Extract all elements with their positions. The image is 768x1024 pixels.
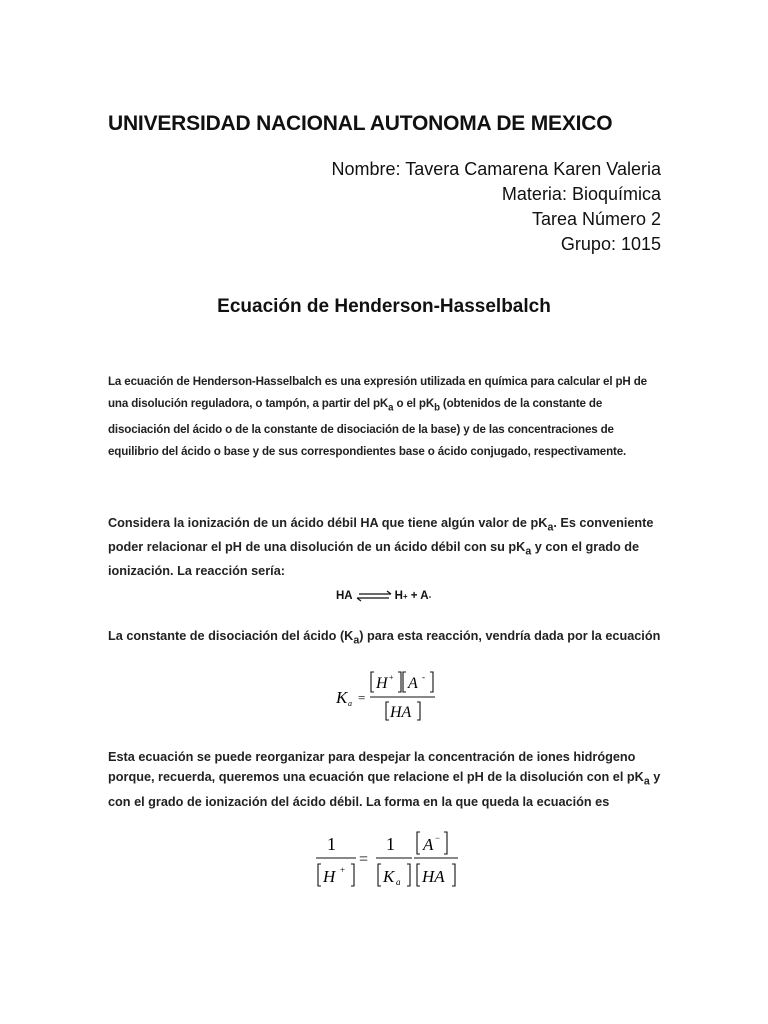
group: Grupo: 1015 [560, 234, 661, 254]
reciprocal-equation [310, 826, 470, 896]
eq2-minus: − [435, 833, 441, 843]
assignment-number: Tarea Número 2 [531, 209, 661, 229]
ka-sub-a: a [353, 634, 360, 647]
eq2-one-right: 1 [386, 834, 395, 854]
ionization-text-c: y con el grado de ionización. La reacción sería: [108, 540, 640, 579]
intro-sub-a: a [388, 402, 394, 414]
eq1-k: K [336, 688, 348, 707]
ionization-paragraph [108, 514, 668, 582]
eq2-one-left: 1 [327, 834, 336, 854]
intro-lead: La ecuación de Henderson-Hasselbalch [108, 375, 322, 388]
eq1-equals: = [358, 690, 366, 705]
ka-paragraph [108, 626, 683, 651]
ionization-text-a: Considera la ionización de un ácido débil HA que tiene algún valor de pK [108, 516, 548, 530]
ionization-sub-a: a [547, 521, 554, 534]
ka-text-a: La constante de disociación del ácido (K [108, 629, 354, 643]
reaction-proton: H [394, 590, 403, 602]
university-heading: UNIVERSIDAD NACIONAL AUTONOMA DE MEXICO [108, 112, 613, 135]
eq2-k-sub: a [396, 877, 401, 887]
reaction-base-charge: - [428, 591, 432, 601]
eq2-ha: HA [422, 867, 445, 886]
rearrange-sub-a: a [643, 775, 650, 788]
eq1-minus: - [422, 672, 425, 682]
intro-paragraph [108, 371, 663, 463]
ka-text-b: ) para esta reacción, vendría dada por la ecuación [359, 629, 661, 643]
eq2-h: H [323, 867, 336, 886]
reaction-equation [336, 590, 431, 602]
intro-sub-b: b [434, 402, 440, 414]
reaction-conjugate-base: + A [407, 590, 429, 602]
ionization-sub-b: a [525, 545, 532, 558]
ionization-text-b: . Es conveniente poder relacionar el pH de una disolución de un ácido débil con su pK [108, 516, 654, 555]
student-name: Nombre: Tavera Camarena Karen Valeria [331, 159, 661, 179]
eq2-plus: + [340, 865, 346, 875]
eq1-a: A [408, 675, 418, 692]
eq2-equals: = [359, 851, 369, 868]
reaction-proton-charge: + [402, 591, 408, 601]
document-title: Ecuación de Henderson-Hasselbalch [217, 296, 551, 317]
eq2-a: A [423, 835, 434, 854]
rearrange-paragraph [108, 747, 673, 812]
ka-equation [330, 665, 450, 725]
rearrange-text-b: y con el grado de ionización del ácido débil. La forma en la que queda la ecuación es [108, 770, 661, 809]
rearrange-text-a: Esta ecuación se puede reorganizar para despejar la concentración de iones hidrógeno porque, recuerda, queremos una ecuación que relacione el pH de la disolución con el pK [108, 750, 644, 784]
reaction-reactant: HA [336, 590, 353, 602]
intro-text-a: es una expresión utilizada en química para calcular el pH de una disolución reguladora, o tampón, a partir del pK [108, 375, 647, 410]
eq1-k-sub: a [348, 699, 352, 708]
eq1-plus: + [389, 673, 394, 682]
intro-text-b: o el pK [393, 397, 435, 410]
equilibrium-arrow-icon [355, 590, 393, 602]
eq2-k: K [383, 867, 395, 886]
student-info [241, 157, 661, 257]
subject: Materia: Bioquímica [501, 184, 661, 204]
eq1-h: H [376, 675, 388, 692]
intro-text-c: (obtenidos de la constante de disociación del ácido o de la constante de disociación de la base) y de las concentraciones de equilibrio del ácido o base y de sus correspondientes base o ácido conjugado, respectivamente. [108, 397, 627, 459]
eq1-ha: HA [390, 704, 412, 721]
